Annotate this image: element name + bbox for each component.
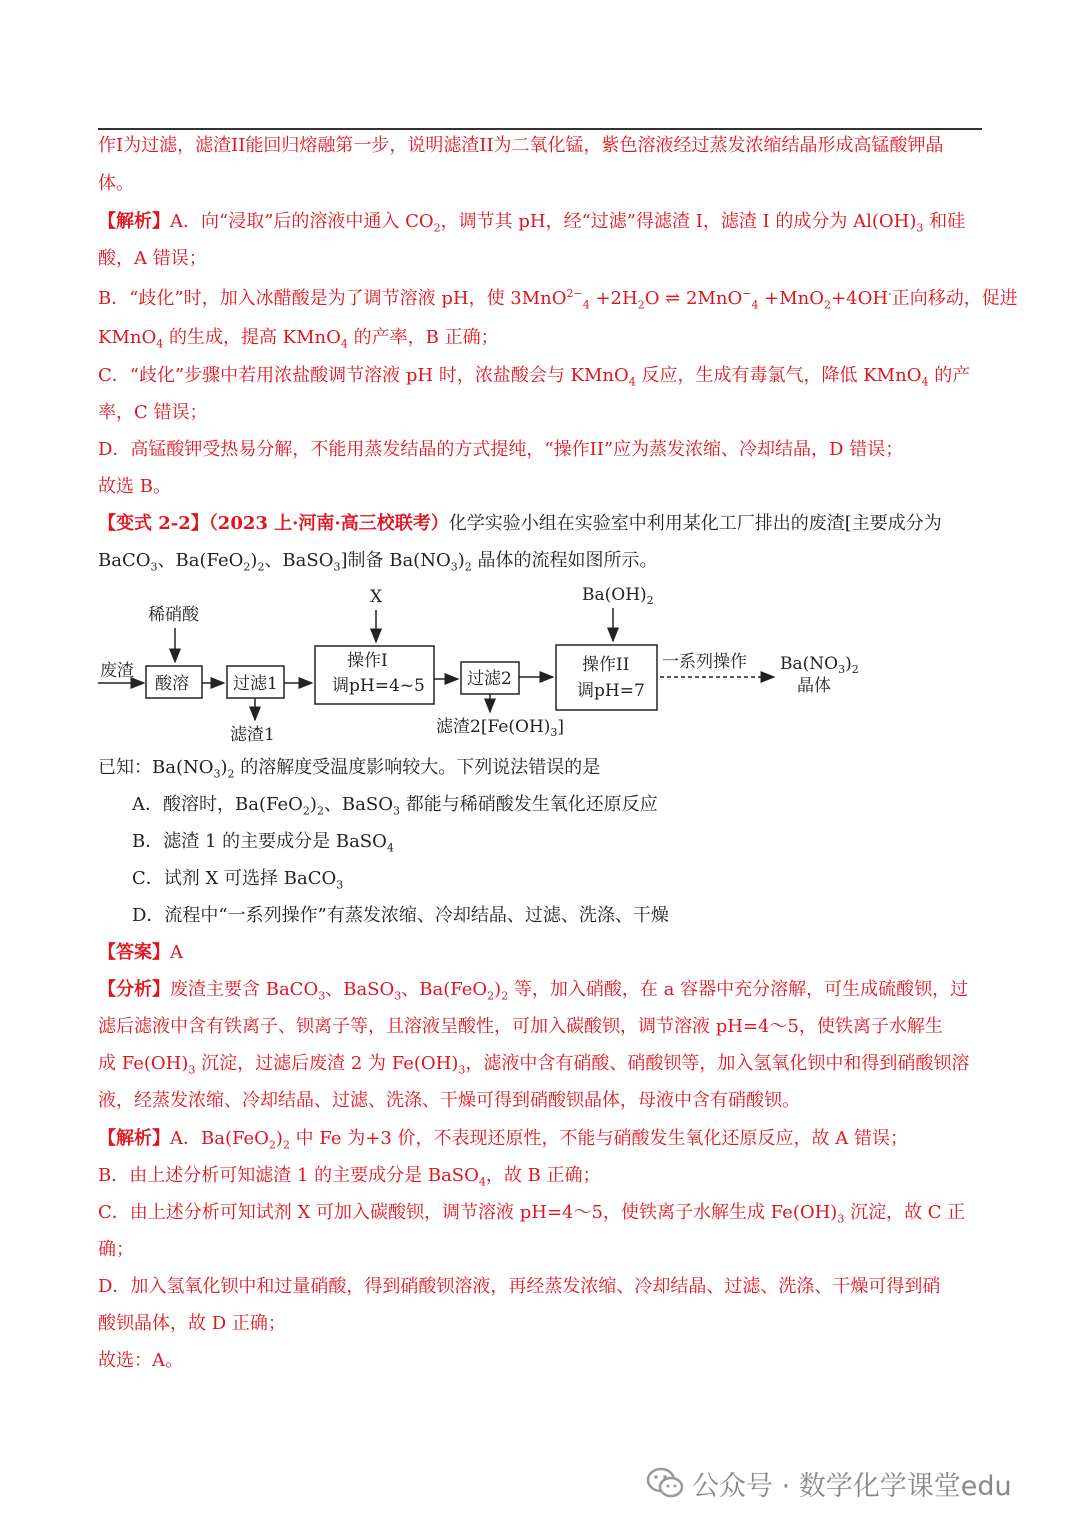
flow-series-label: 一系列操作 [662, 652, 747, 672]
analysis-line: 液，经蒸发浓缩、冷却结晶、过滤、洗涤、干燥可得到硝酸钡晶体，母液中含有硝酸钡。 [98, 1090, 800, 1111]
watermark-text: 公众号 · 数学化学课堂edu [692, 1470, 1012, 1502]
analysis-line: 故选：A。 [98, 1350, 183, 1371]
option-c: C．试剂 X 可选择 BaCO$_3$ [132, 868, 344, 892]
text-line: 体。 [98, 173, 134, 194]
flow-residue1-label: 滤渣1 [230, 725, 275, 745]
option-b: B．滤渣 1 的主要成分是 BaSO$_4$ [132, 831, 394, 855]
analysis-line: B．由上述分析可知滤渣 1 的主要成分是 BaSO$_4$，故 B 正确； [98, 1165, 601, 1189]
analysis-line: 成 $Fe(OH)_3$ 沉淀，过滤后废渣 2 为 $Fe(OH)_3$，滤液中含有硝酸、硝酸钡等，加入氢氧化钡中和得到硝酸钡溶 [98, 1053, 970, 1077]
flow-product-crystal-label: 晶体 [797, 676, 831, 696]
analysis-line: 率，C 错误； [98, 402, 208, 423]
wechat-icon [646, 1466, 684, 1500]
text-line: 作I为过滤，滤渣II能回归熔融第一步，说明滤渣II为二氧化锰，紫色溶液经过蒸发浓缩结晶形成高锰酸钾晶 [98, 135, 944, 156]
header-rule [98, 128, 982, 130]
flow-reagent-x-label: X [370, 587, 383, 607]
analysis-line: D．加入氢氧化钡中和过量硝酸，得到硝酸钡溶液，再经蒸发浓缩、冷却结晶、过滤、洗涤、干燥可得到硝 [98, 1276, 941, 1297]
flow-box1-label: 酸溶 [155, 674, 189, 694]
flow-box4-label: 过滤2 [467, 669, 512, 689]
analysis-line: 酸钡晶体，故 D 正确； [98, 1313, 286, 1334]
option-a: A．酸溶时，$Ba(FeO_2)_2$、BaSO$_3$ 都能与稀硝酸发生氧化还原反应 [132, 794, 658, 818]
flow-box5-label: 操作II [582, 655, 630, 675]
flow-box5-ph-label: 调pH=7 [577, 681, 645, 701]
question-stem: 【变式 2-2】（2023 上·河南·高三校联考）化学实验小组在实验室中利用某化工厂排出的废渣[主要成分为 [98, 513, 942, 534]
flow-residue2-label: 滤渣$2[Fe(OH)_3]$ [436, 717, 565, 739]
known-condition: 已知：$Ba(NO_3)_2$ 的溶解度受温度影响较大。下列说法错误的是 [98, 757, 601, 781]
analysis-line: 【解析】A．$Ba(FeO_2)_2$ 中 Fe 为+3 价，不表现还原性，不能与硝酸发生氧化还原反应，故 A 错误； [98, 1128, 908, 1152]
process-flow-diagram [0, 580, 1080, 750]
flow-baoh2-label: $Ba(OH)_2$ [582, 585, 654, 607]
analysis-line: 滤后滤液中含有铁离子、钡离子等，且溶液呈酸性，可加入碳酸钡，调节溶液 pH=4～5，使铁离子水解生 [98, 1016, 943, 1037]
option-d: D．流程中“一系列操作”有蒸发浓缩、冷却结晶、过滤、洗涤、干燥 [132, 905, 669, 926]
flow-product-label: $Ba(NO_3)_2$ [780, 654, 859, 676]
question-stem: BaCO$_3$、$Ba(FeO_2)_2$、BaSO$_3$]制备 $Ba(NO_3)_2$ 晶体的流程如图所示。 [98, 550, 658, 574]
watermark [646, 1463, 1012, 1503]
flow-box2-label: 过滤1 [233, 674, 278, 694]
answer-line: 【答案】A [98, 942, 183, 963]
analysis-line: 酸，A 错误； [98, 248, 207, 269]
analysis-line: KMnO$_4$ 的生成，提高 KMnO$_4$ 的产率，B 正确； [98, 327, 499, 351]
analysis-line: C．“歧化”步骤中若用浓盐酸调节溶液 pH 时，浓盐酸会与 KMnO$_4$ 反应，生成有毒氯气，降低 KMnO$_4$ 的产 [98, 365, 971, 389]
analysis-line: 故选 B。 [98, 476, 171, 497]
analysis-line: 确； [98, 1239, 134, 1260]
flow-feed-label: 废渣 [100, 661, 134, 681]
flow-box3-ph-label: 调pH=4~5 [332, 676, 425, 696]
analysis-line: 【分析】废渣主要含 BaCO$_3$、BaSO$_3$、$Ba(FeO_2)_2$ 等，加入硝酸，在 a 容器中充分溶解，可生成硫酸钡，过 [98, 979, 969, 1003]
analysis-line: D．高锰酸钾受热易分解，不能用蒸发结晶的方式提纯，“操作II”应为蒸发浓缩、冷却结晶，D 错误； [98, 439, 904, 460]
analysis-line: 【解析】A．向“浸取”后的溶液中通入 $CO_2$，调节其 pH，经“过滤”得滤渣 I，滤渣 I 的成分为 $Al(OH)_3$ 和硅 [98, 211, 966, 235]
flow-box3-label: 操作I [347, 651, 388, 671]
flow-acid-label: 稀硝酸 [148, 605, 199, 625]
analysis-line: C．由上述分析可知试剂 X 可加入碳酸钡，调节溶液 pH=4～5，使铁离子水解生成 $Fe(OH)_3$ 沉淀，故 C 正 [98, 1202, 966, 1226]
analysis-line: B．“歧化”时，加入冰醋酸是为了调节溶液 pH，使 $3MnO^{2-}_4 +2H_2O$ ⇌ 2MnO−$_4$ +MnO$_2$+4OH-正向移动，促进 [98, 287, 1018, 312]
